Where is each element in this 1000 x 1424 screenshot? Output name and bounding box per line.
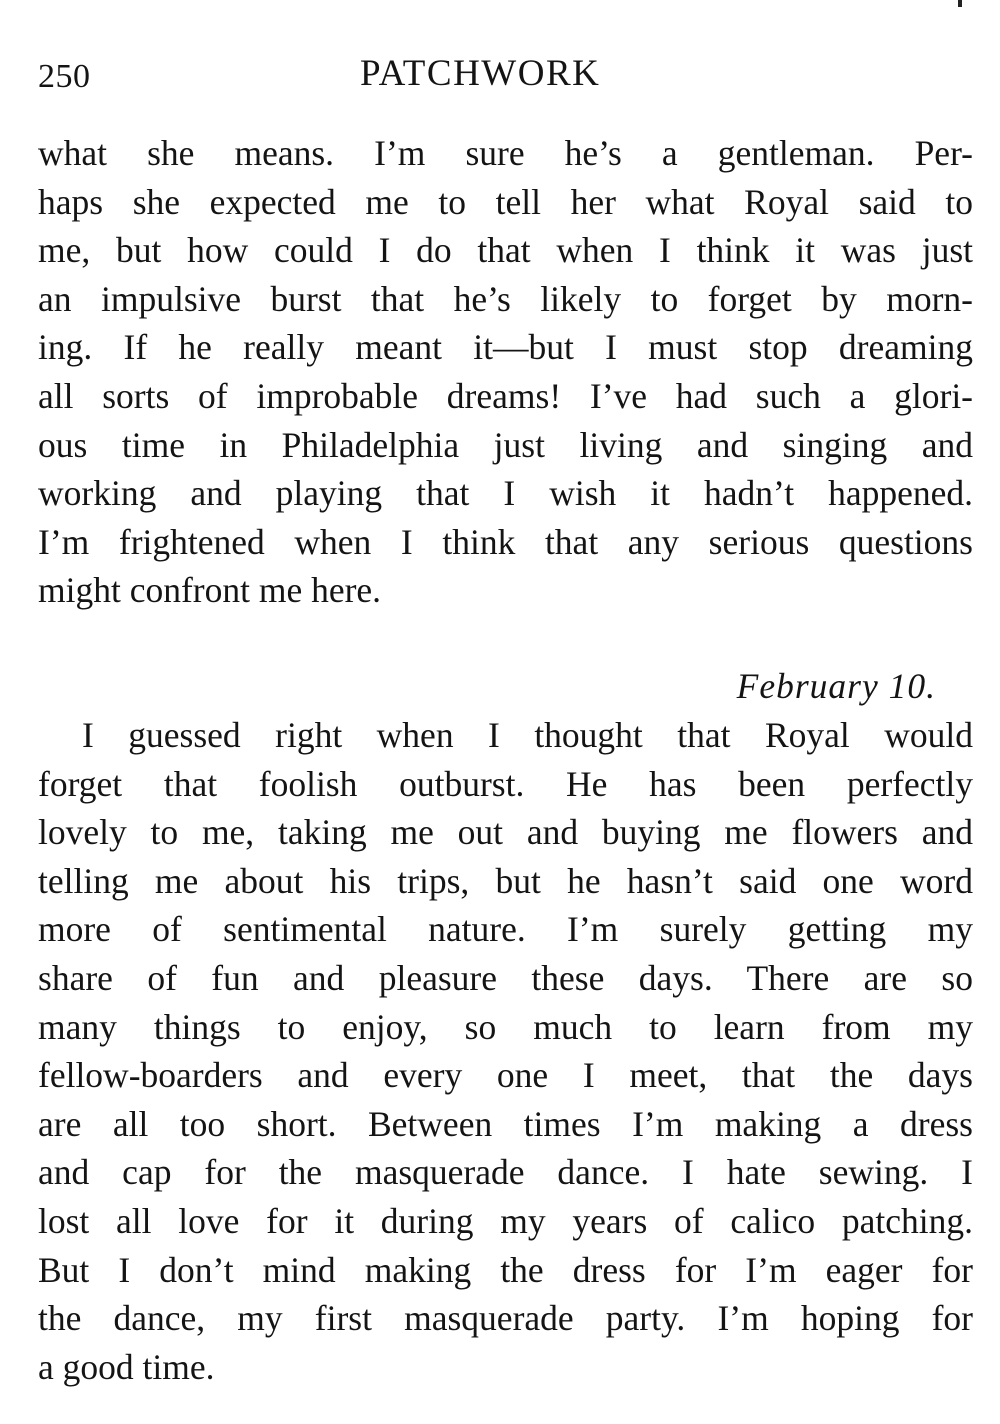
text-line: ous time in Philadelphia just living and singing and [38,424,973,465]
page-number: 250 [38,58,91,95]
text-line: me, but how could I do that when I think it was just [38,230,973,271]
text-line: haps she expected me to tell her what Royal said to [38,181,973,222]
text-line: share of fun and pleasure these days. There are so [38,957,973,998]
text-line: telling me about his trips, but he hasn’t said one word [38,860,973,901]
text-line: lost all love for it during my years of calico patching. [38,1200,973,1241]
text-line: are all too short. Between times I’m making a dress [38,1103,973,1144]
text-line: and cap for the masquerade dance. I hate sewing. I [38,1152,973,1193]
text-line: what she means. I’m sure he’s a gentleman. Per- [38,133,973,173]
text-line: an impulsive burst that he’s likely to forget by morn- [38,278,973,319]
running-head-title: PATCHWORK [360,53,601,94]
text-line: a good time. [38,1346,215,1387]
text-line: But I don’t mind making the dress for I’m eager for [38,1249,973,1290]
text-line: lovely to me, taking me out and buying me flowers and [38,812,973,853]
text-line: ing. If he really meant it—but I must stop dreaming [38,327,973,368]
text-line: I guessed right when I thought that Royal would [82,715,973,755]
text-line: the dance, my first masquerade party. I’m hoping for [38,1298,973,1339]
text-line: might confront me here. [38,570,382,611]
page-header [38,52,973,102]
paragraph-1 [38,129,973,615]
entry-dateline: February 10. [736,666,936,706]
text-line: I’m frightened when I think that any serious questions [38,521,973,562]
text-line: working and playing that I wish it hadn’t happened. [38,473,973,514]
scan-speck [958,0,962,7]
paragraph-2 [38,711,973,1391]
text-line: all sorts of improbable dreams! I’ve had such a glori- [38,375,973,416]
text-line: fellow-boarders and every one I meet, that the days [38,1055,973,1096]
text-line: forget that foolish outburst. He has been perfectly [38,763,973,804]
text-line: many things to enjoy, so much to learn from my [38,1006,973,1047]
text-line: more of sentimental nature. I’m surely getting my [38,909,973,950]
